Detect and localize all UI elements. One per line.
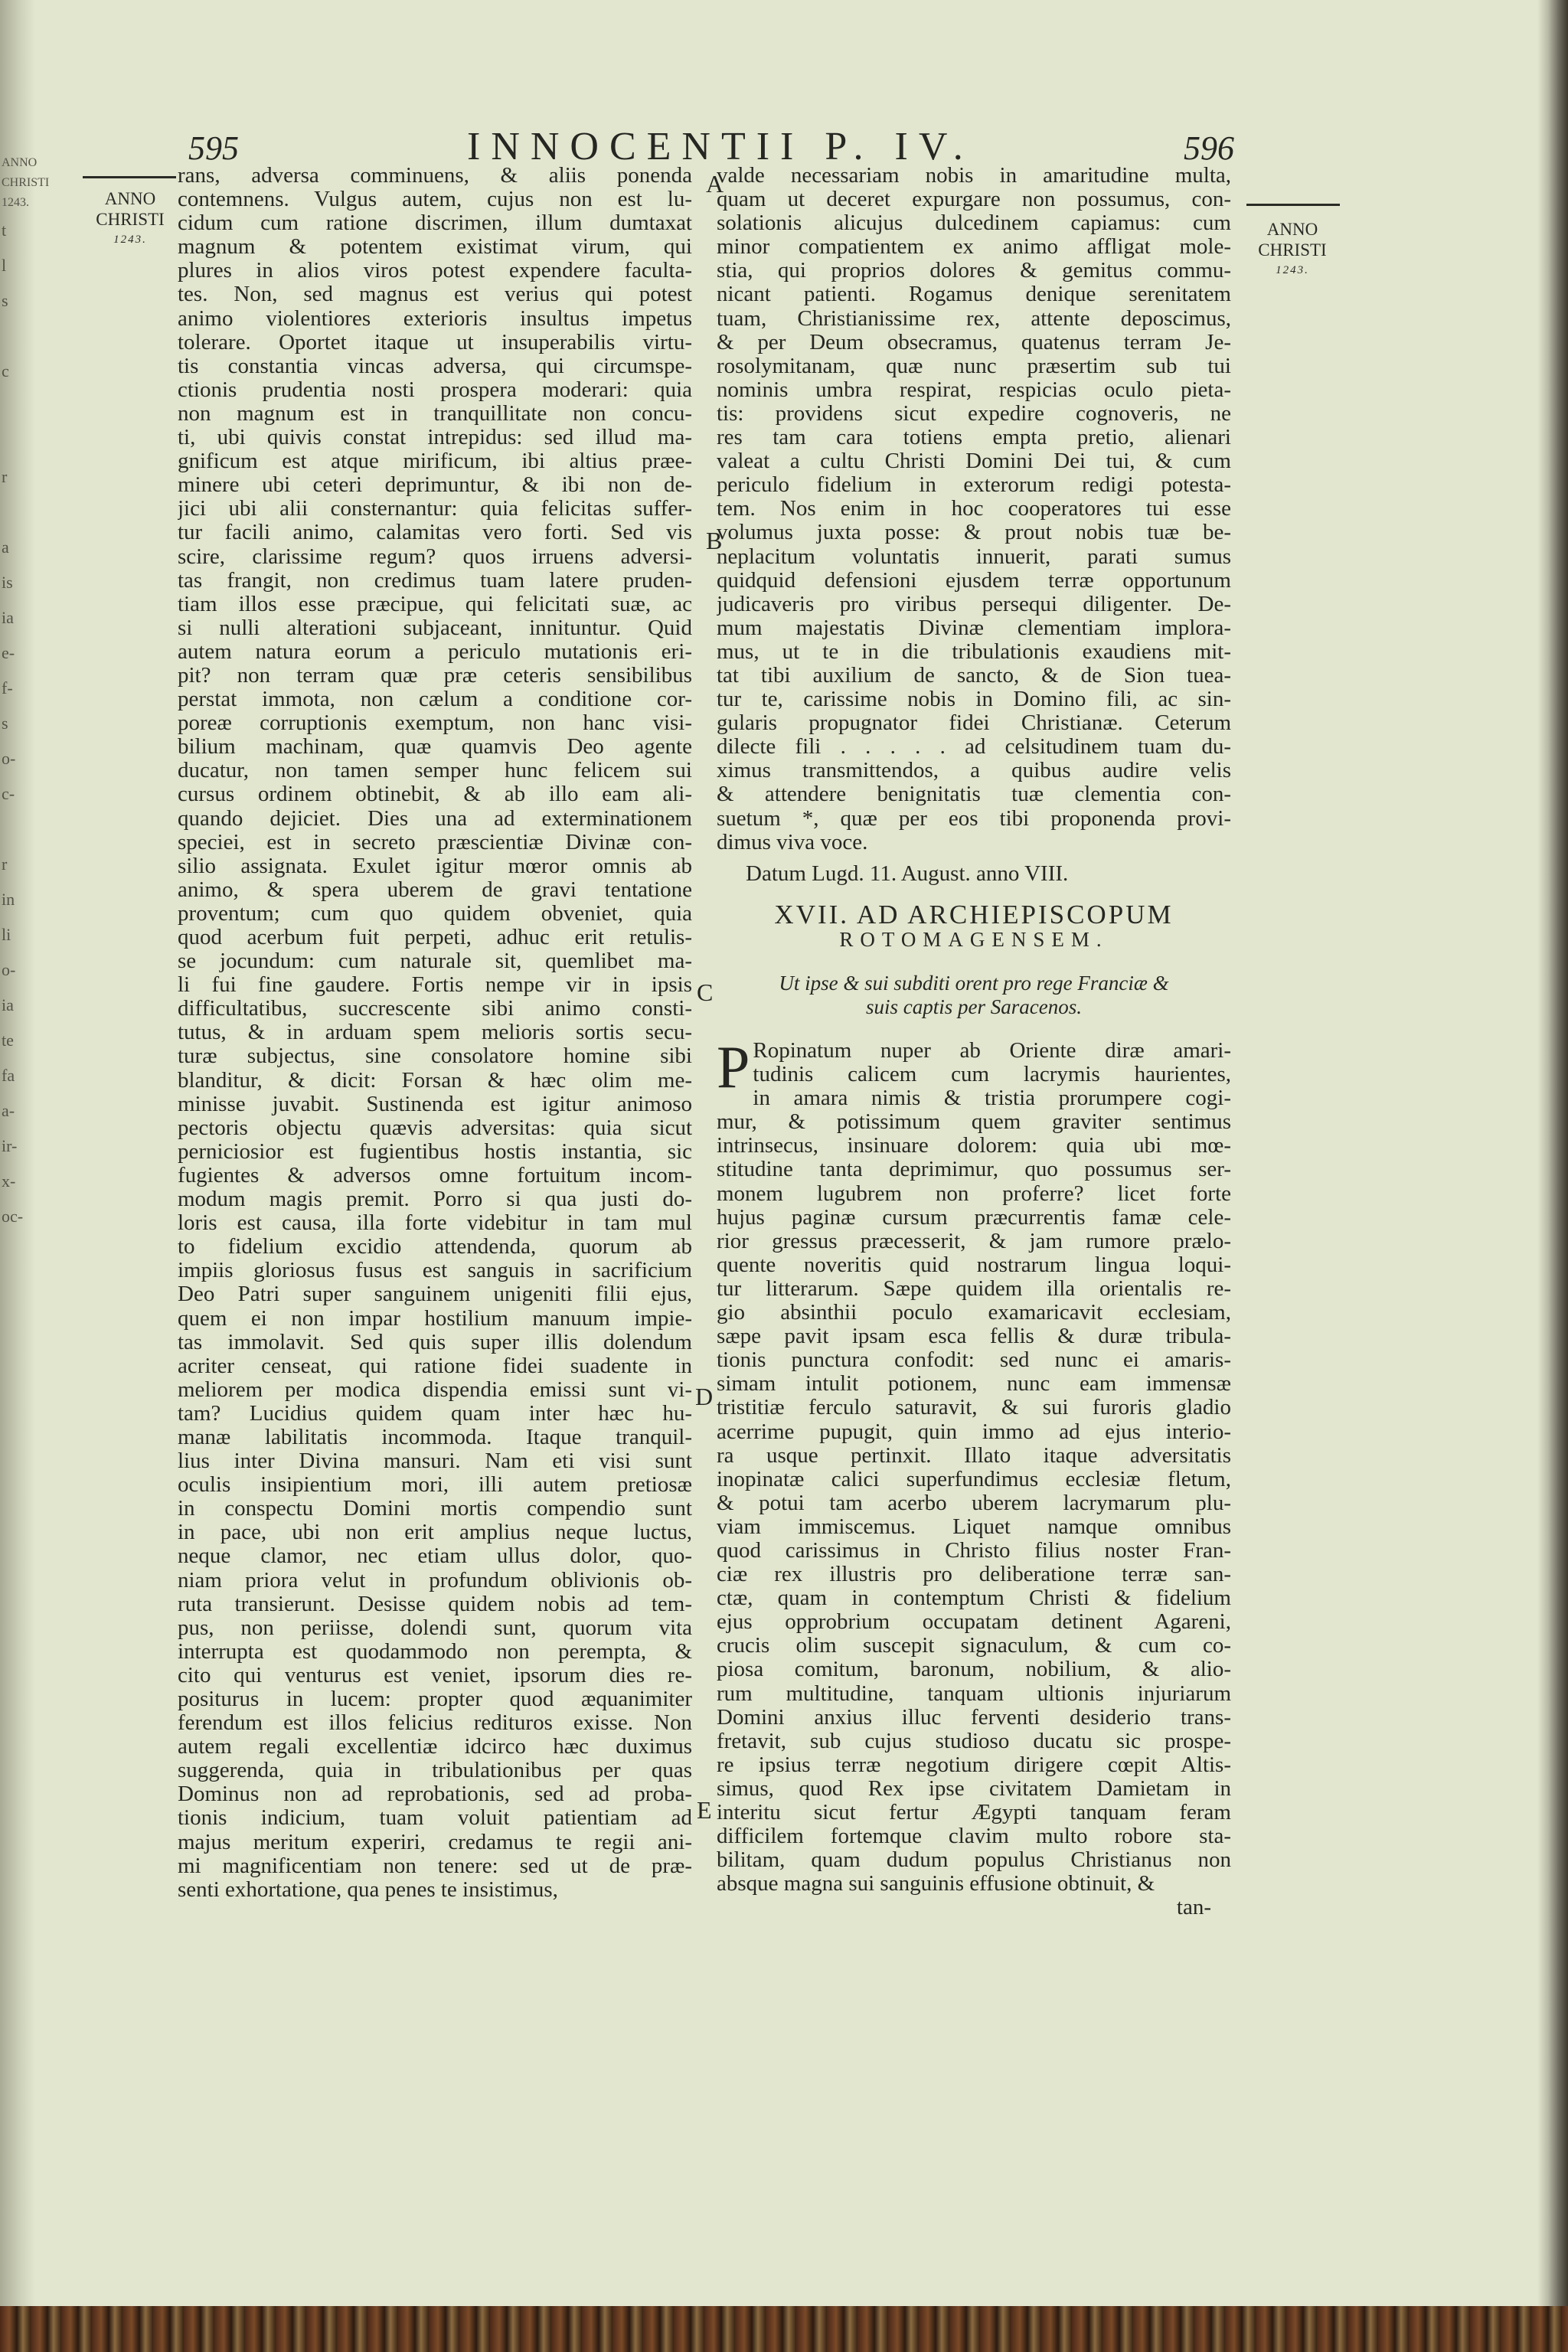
- running-title: INNOCENTII P. IV.: [467, 125, 974, 168]
- text-line: tudinis calicem cum lacrymis haurientes,: [753, 1063, 1231, 1087]
- text-line: tat tibi auxilium de sancto, & de Sion tuea-: [717, 663, 1231, 688]
- section-letter-e: E: [697, 1796, 712, 1824]
- section-letter-b: B: [706, 527, 723, 554]
- text-line: interitu sicut fertur Ægypti tanquam feram: [717, 1801, 1231, 1824]
- previous-page-fragment: o-: [2, 749, 16, 768]
- text-line: pectoris objectu quævis adversitas: quia sicut: [178, 1116, 692, 1140]
- previous-page-fragment: fa: [2, 1066, 15, 1085]
- text-line: minor compatientem ex animo affligat mole-: [717, 235, 1231, 260]
- margin-note-christi: CHRISTI: [96, 210, 165, 229]
- previous-page-fragment: f-: [2, 678, 13, 697]
- previous-page-fragment: r: [2, 467, 8, 486]
- text-line: perstat immota, non cælum a conditione cor-: [178, 688, 692, 712]
- text-line: minisse juvabit. Sustinenda est igitur animoso: [178, 1092, 692, 1116]
- margin-note-year: 1243.: [113, 234, 147, 246]
- text-line: rior gressus præcesserit, & jam rumore prælo-: [717, 1229, 1231, 1253]
- text-line: plures in alios viros potest expendere faculta-: [178, 259, 692, 283]
- text-line: tristitiæ ferculo saturavit, & sui furoris gladio: [717, 1396, 1231, 1420]
- text-line: rans, adversa comminuens, & aliis ponenda: [178, 164, 692, 188]
- text-line: tis: providens sicut expedire cognoveris, ne: [717, 401, 1231, 426]
- text-line: ruta transierunt. Desisse quidem nobis ad tem-: [178, 1592, 692, 1616]
- text-line: in conspectu Domini mortis compendio sunt: [178, 1497, 692, 1521]
- text-line: periculo fidelium in exterorum redigi potesta-: [717, 473, 1231, 498]
- text-line: Deo Patri super sanguinem unigeniti filii ejus,: [178, 1282, 692, 1307]
- letter-heading: XVII. AD ARCHIEPISCOPUM: [774, 899, 1174, 929]
- text-line: magnum & potentem existimat virum, qui: [178, 235, 692, 260]
- section-letter-a: A: [706, 170, 724, 198]
- text-line: acerrime pupugit, quin immo ad ejus interio-: [717, 1419, 1231, 1444]
- carpet-strip: [0, 2306, 1568, 2352]
- previous-page-fragments: [2, 153, 50, 1234]
- text-line: loris est causa, illa forte videbitur in tam mul: [178, 1211, 692, 1236]
- text-line: quando dejiciet. Dies una ad exterminationem: [178, 806, 692, 831]
- text-line: mus, ut te in die tribulationis exaudiens mit-: [717, 639, 1231, 664]
- margin-note-left: [83, 188, 178, 250]
- text-line: bilitam, quam dudum populus Christianus non: [717, 1848, 1231, 1873]
- text-line: quem ei non impar hostilium manuum impie-: [178, 1306, 692, 1331]
- text-line: si nulli alterationi subjaceant, innituntur. Quid: [178, 616, 692, 640]
- text-line: difficultatibus, succrescente sibi animo consti-: [178, 997, 692, 1021]
- previous-page-fragment: [2, 812, 32, 847]
- text-line: animo, & spera uberem de gravi tentatione: [178, 877, 692, 902]
- text-line: tionis punctura confodit: sed nunc ei amaris-: [717, 1348, 1231, 1373]
- text-line: manæ labilitatis incommoda. Itaque tranquil-: [178, 1425, 692, 1449]
- text-line: autem regali excellentiæ idcirco hæc duximus: [178, 1735, 692, 1759]
- text-line: pus, non periisse, dolendi sunt, quorum vita: [178, 1615, 692, 1640]
- previous-page-fragment: x-: [2, 1171, 16, 1191]
- text-line: poreæ corruptionis exemptum, non hanc visi-: [178, 711, 692, 736]
- text-line: monem lugubrem non proferre? licet forte: [717, 1181, 1231, 1206]
- page-number-left: 595: [188, 129, 239, 167]
- text-line: stia, qui proprios dolores & gemitus commu-: [717, 259, 1231, 283]
- text-line: cito qui venturus est veniet, ipsorum dies re-: [178, 1663, 692, 1687]
- text-line: scire, clarissime regum? quos irruens adversi-: [178, 544, 692, 569]
- text-line: sæpe pavit ipsam esca fellis & duræ tribula-: [717, 1325, 1231, 1349]
- text-line: turæ subjectus, sine consolatore homine sibi: [178, 1044, 692, 1069]
- text-line: majus meritum experiri, credamus te regii ani-: [178, 1830, 692, 1854]
- text-line: dimus viva voce.: [717, 830, 868, 854]
- text-line: fretavit, sub cujus studioso ducatu sic prospe-: [717, 1729, 1231, 1753]
- text-line: Domini anxius illuc ferventi desiderio trans-: [717, 1705, 1231, 1730]
- previous-page-fragment: CHRISTI: [2, 176, 50, 189]
- right-column-text: [717, 164, 1231, 1919]
- text-line: tas frangit, non credimus tuam latere pruden-: [178, 568, 692, 593]
- section-letter-c: C: [697, 978, 714, 1006]
- text-line: quod carissimus in Christo filius noster Fran-: [717, 1538, 1231, 1563]
- previous-page-fragment: te: [2, 1031, 14, 1050]
- text-line: impiis gloriosus fusus est sanguis in sacrificium: [178, 1259, 692, 1283]
- text-line: re ipsius terræ negotium dirigere cœpit Altis-: [717, 1753, 1231, 1777]
- text-line: ferendum est illos felicius redituros exisse. Non: [178, 1711, 692, 1736]
- text-line: cursus ordinem obtinebit, & ab illo eam ali-: [178, 782, 692, 807]
- text-line: proventum; cum quo quidem obveniet, quia: [178, 901, 692, 926]
- text-line: contemnens. Vulgus autem, cujus non est lu-: [178, 188, 692, 212]
- text-line: se jocundum: cum naturale sit, quemlibet ma-: [178, 949, 692, 974]
- text-line: ctæ, quam in contemptum Christi & fidelium: [717, 1586, 1231, 1611]
- text-line: gularis propugnator fidei Christianæ. Ceterum: [717, 711, 1231, 736]
- previous-page-fragment: s: [2, 291, 8, 310]
- text-line: mum majestatis Divinæ clementiam implora-: [717, 616, 1231, 640]
- text-line: ejus opprobrium occupatam detinent Agareni,: [717, 1610, 1231, 1635]
- text-line: gnificum est atque mirificum, ibi altius præe-: [178, 449, 692, 474]
- margin-note-right: [1245, 219, 1340, 281]
- text-line: judicaveris pro viribus persequi diligenter. De-: [717, 592, 1231, 616]
- previous-page-fragment: ir-: [2, 1136, 18, 1155]
- text-line: to fidelium excidio attendenda, quorum ab: [178, 1235, 692, 1259]
- text-line: ciæ rex illustris pro deliberatione terræ san-: [717, 1563, 1231, 1587]
- previous-page-fragment: oc-: [2, 1207, 24, 1226]
- text-line: tis constantia vincas adversa, qui circumspe-: [178, 354, 692, 378]
- text-line: ra usque pertinxit. Illato itaque adversitatis: [717, 1443, 1231, 1468]
- text-line: res tam cara totiens empta pretio, alienari: [717, 426, 1231, 450]
- text-line: perniciosior est fugientibus hostis instantia, sic: [178, 1139, 692, 1164]
- text-line: tuam, Christianissime rex, attente deposcimus,: [717, 306, 1231, 331]
- text-line: in pace, ubi non erit amplius neque luctus,: [178, 1521, 692, 1545]
- text-line: solationis alicujus dulcedinem capiamus: cum: [717, 211, 1231, 236]
- text-line: cidum cum ratione discrimen, illum dumtaxat: [178, 211, 692, 236]
- previous-page-fragment: ia: [2, 995, 14, 1014]
- margin-note-anno: ANNO: [104, 189, 156, 208]
- previous-page-fragment: r: [2, 854, 8, 874]
- text-line: tam? Lucidius quidem quam inter hæc hu-: [178, 1401, 692, 1426]
- text-line: difficilem fortemque clavim multo robore sta-: [717, 1824, 1231, 1849]
- date-line: Datum Lugd. 11. August. anno VIII.: [746, 861, 1069, 886]
- text-line: tiam illos esse præcipue, qui felicitati suæ, ac: [178, 592, 692, 616]
- text-line: blanditur, & dicit: Forsan & hæc olim me-: [178, 1068, 692, 1093]
- text-line: neque clamor, nec etiam ullus dolor, quo-: [178, 1544, 692, 1569]
- text-line: speciei, est in secreto præscientiæ Divinæ con-: [178, 830, 692, 854]
- text-line: acriter censeat, qui ratione fidei suadente in: [178, 1354, 692, 1378]
- text-line: oculis insipientium mori, illi autem pretiosæ: [178, 1473, 692, 1498]
- previous-page-fragment: s: [2, 714, 8, 733]
- previous-page-fragment: t: [2, 220, 7, 240]
- text-line: viam immiscemus. Liquet namque omnibus: [717, 1514, 1231, 1539]
- previous-page-fragment: o-: [2, 960, 16, 979]
- previous-page-fragment: 1243.: [2, 196, 29, 209]
- text-line: niam priora velut in profundum oblivionis ob-: [178, 1568, 692, 1592]
- text-line: simus, quod Rex ipse civitatem Damietam in: [717, 1776, 1231, 1801]
- text-line: nominis umbra respirat, respicias oculo pieta-: [717, 377, 1231, 402]
- text-line: pit? non terram quæ præ ceteris sensibilibus: [178, 663, 692, 688]
- text-line: volumus juxta posse: & prout nobis tuæ be-: [717, 521, 1231, 545]
- text-line: intrinsecus, insinuare dolorem: quia ubi mœ-: [717, 1134, 1231, 1158]
- text-line: stitudine tanta deprimimur, quo possumus ser-: [717, 1158, 1231, 1182]
- text-line: animo violentiores exterioris insultus impetus: [178, 306, 692, 331]
- text-line: & attendere benignitatis tuæ clementia con-: [717, 782, 1231, 807]
- drop-capital: P: [717, 1034, 750, 1100]
- margin-rule-right: [1246, 204, 1340, 206]
- text-line: interrupta est quodammodo non perempta, &: [178, 1639, 692, 1664]
- text-line: crucis olim suscepit signaculum, & cum co-: [717, 1634, 1231, 1658]
- previous-page-fragment: a: [2, 537, 9, 557]
- letter-heading-recipient: ROTOMAGENSEM.: [839, 927, 1109, 951]
- margin-note-anno: ANNO: [1266, 220, 1318, 239]
- previous-page-fragment: e-: [2, 643, 15, 662]
- text-line: li fui fine gaudere. Fortis nempe vir in ipsis: [178, 973, 692, 998]
- text-line: fugientes & adversos omne fortuitum incom-: [178, 1163, 692, 1187]
- text-line: tur te, carissime nobis in Domino fili, ac sin-: [717, 688, 1231, 712]
- previous-page-fragment: a-: [2, 1101, 15, 1120]
- text-line: tes. Non, sed magnus est verius qui potest: [178, 283, 692, 307]
- previous-page-fragment: li: [2, 925, 11, 944]
- text-line: suetum *, quæ per eos tibi proponenda provi-: [717, 806, 1231, 831]
- page-number-right: 596: [1184, 129, 1234, 167]
- text-line: autem natura eorum a periculo mutationis eri-: [178, 639, 692, 664]
- letter-summary: [717, 972, 1231, 1019]
- summary-line: Ut ipse & sui subditi orent pro rege Franciæ &: [779, 972, 1169, 995]
- previous-page-fragment: c-: [2, 784, 15, 803]
- text-line: dilecte fili . . . . . ad celsitudinem tuam du-: [717, 735, 1231, 760]
- text-line: suggerenda, quia in tribulationibus per quas: [178, 1759, 692, 1783]
- text-line: non magnum est in tranquillitate non concu-: [178, 401, 692, 426]
- text-line: tur litterarum. Sæpe quidem illa orientalis re-: [717, 1276, 1231, 1301]
- text-line: valde necessariam nobis in amaritudine multa,: [717, 164, 1231, 188]
- letter-continuation: [717, 164, 1231, 854]
- text-line: quidquid defensioni ejusdem terræ opportunum: [717, 568, 1231, 593]
- previous-page-fragment: is: [2, 573, 13, 592]
- text-line: senti exhortatione, qua penes te insistimus,: [178, 1877, 558, 1902]
- letter-body: [717, 1034, 1231, 1896]
- text-line: ctionis prudentia nosti prospera moderari: quia: [178, 377, 692, 402]
- margin-note-christi: CHRISTI: [1258, 240, 1327, 260]
- previous-page-fragment: l: [2, 256, 7, 275]
- previous-page-fragment: [2, 318, 32, 354]
- text-line: absque magna sui sanguinis effusione obtinuit, &: [717, 1872, 1155, 1896]
- text-line: tas immolavit. Sed quis super illis dolendum: [178, 1330, 692, 1354]
- text-line: lius inter Divina mansuri. Nam eti visi sunt: [178, 1449, 692, 1474]
- text-line: neplacitum voluntatis innuerit, parati sumus: [717, 544, 1231, 569]
- text-line: tolerare. Oportet itaque ut insuperabilis virtu-: [178, 330, 692, 354]
- text-line: hujus paginæ cursum præcurrentis famæ cele-: [717, 1205, 1231, 1230]
- text-line: rum multitudine, tanquam ultionis injuriarum: [717, 1681, 1231, 1706]
- margin-rule-left: [83, 176, 176, 178]
- text-line: mur, & potissimum quem graviter sentimus: [717, 1110, 1231, 1135]
- text-line: ximus transmittendos, a quibus audire velis: [717, 759, 1231, 783]
- text-line: valeat a cultu Christi Domini Dei tui, & cum: [717, 449, 1231, 474]
- text-line: rosolymitanam, quæ nunc præsertim sub tui: [717, 354, 1231, 378]
- text-line: nicant patienti. Rogamus denique serenitatem: [717, 283, 1231, 307]
- text-line: jici ubi alii consternantur: quia felicitas suffer-: [178, 497, 692, 521]
- summary-line: suis captis per Saracenos.: [866, 995, 1082, 1018]
- left-column-text: [178, 164, 692, 1902]
- text-line: quente noveritis quid nostrarum lingua loqui-: [717, 1253, 1231, 1277]
- text-line: meliorem per modica dispendia emissi sunt vi-: [178, 1377, 692, 1402]
- catchword: tan-: [1176, 1896, 1211, 1920]
- text-line: quam ut deceret expurgare non possumus, con-: [717, 188, 1231, 212]
- text-line: ducatur, non tamen semper hunc felicem sui: [178, 759, 692, 783]
- text-line: minere ubi ceteri deprimuntur, & ibi non de-: [178, 473, 692, 498]
- text-line: ti, ubi quivis constat intrepidus: sed illud ma-: [178, 426, 692, 450]
- text-line: Dominus non ad reprobationis, sed ad proba-: [178, 1782, 692, 1807]
- page-edge: [1537, 0, 1568, 2352]
- text-line: piosa comitum, baronum, nobilium, & alio-: [717, 1658, 1231, 1682]
- text-line: simam intulit potionem, nunc eam immensæ: [717, 1372, 1231, 1396]
- text-line: bilium machinam, quæ quamvis Deo agente: [178, 735, 692, 760]
- text-line: positurus in lucem: propter quod æquanimiter: [178, 1687, 692, 1711]
- text-line: in amara nimis & tristia prorumpere cogi-: [753, 1086, 1231, 1111]
- text-line: & potui tam acerbo uberem lacrymarum plu-: [717, 1491, 1231, 1515]
- text-line: mi magnificentiam non tenere: sed ut de præ-: [178, 1854, 692, 1878]
- text-line: tutus, & in arduam spem melioris sortis secu-: [178, 1021, 692, 1045]
- text-line: modum magis premit. Porro si qua justi do-: [178, 1187, 692, 1212]
- previous-page-fragment: [2, 495, 32, 530]
- text-line: silio assignata. Exulet igitur mœror omnis ab: [178, 854, 692, 878]
- text-line: gio absinthii poculo examaricavit ecclesiam,: [717, 1301, 1231, 1325]
- text-line: tem. Nos enim in hoc cooperatores tui esse: [717, 497, 1231, 521]
- text-line: inopinatæ calici superfundimus ecclesiæ fletum,: [717, 1467, 1231, 1491]
- text-line: tionis indicium, tuam voluit patientiam ad: [178, 1806, 692, 1831]
- previous-page-fragment: ANNO: [2, 156, 38, 169]
- previous-page-fragment: in: [2, 890, 15, 909]
- text-line: Ropinatum nuper ab Oriente diræ amari-: [753, 1039, 1231, 1063]
- section-letter-d: D: [695, 1383, 714, 1410]
- previous-page-fragment: [2, 389, 32, 424]
- previous-page-fragment: c: [2, 361, 9, 381]
- previous-page-fragment: ia: [2, 608, 14, 627]
- text-line: & per Deum obsecramus, quatenus terram Je-: [717, 330, 1231, 354]
- text-line: tur facili animo, calamitas vero forti. Sed vis: [178, 521, 692, 545]
- text-line: quod acerbum fuit perpeti, adhuc erit retulis-: [178, 926, 692, 949]
- margin-note-year: 1243.: [1276, 264, 1309, 276]
- previous-page-fragment: [2, 424, 32, 459]
